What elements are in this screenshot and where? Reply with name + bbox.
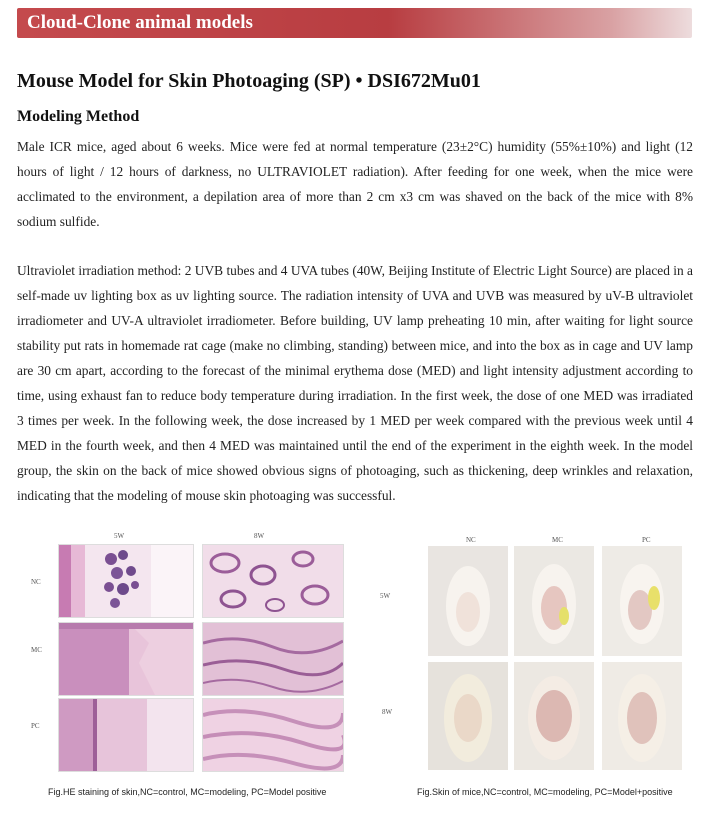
mouse-photo-mc-8w: [514, 662, 594, 770]
paragraph-animals: Male ICR mice, aged about 6 weeks. Mice were fed at normal temperature (23±2°C) humidity (55%±10%) and light (12 hours of light / 12 hours of darkness, no ULTRAVIOLET radiation). After feeding for one week, when the mice were acclimated to the environment, a depilation area of more than 2 cm x3 cm was shaved on the back of the mice with 8% sodium sulfide.: [17, 139, 693, 229]
mouse-photo-pc-8w: [602, 662, 682, 770]
header-banner: [17, 8, 692, 38]
he-image-pc-5w: [58, 698, 194, 772]
paragraph-irradiation: Ultraviolet irradiation method: 2 UVB tubes and 4 UVA tubes (40W, Beijing Institute of Electric Light Source) are placed in a self-made uv lighting box as uv lighting source. The radiation intensity of UVA and UVB was measured by uV-B ultraviolet irradiometer and UV-A ultraviolet irradiometer. Before building, UV lamp preheating 10 min, after waiting for light source stability put rats in homemade rat cage (make no climbing, standing) between mice, and into the box as in cage and UV lamp are 30 cm apart, according to the forecast of the minimal erythema dose (MED) and light intensity adjustment according to time, using exhaust fan to reduce body temperature during irradiation. In the first week, the dose of one MED was irradiated 3 times per week. In the following week, the dose increased by 1 MED per week compared with the previous week until 4 MED in the fourth week, and then 4 MED was maintained until the end of the experiment in the eighth week. In the model group, the skin on the back of mice showed obvious signs of photoaging, such as thickening, deep wrinkles and relaxation, indicating that the modeling of mouse skin photoaging was successful.: [17, 263, 693, 503]
he-image-mc-5w: [58, 622, 194, 696]
he-image-nc-8w: [202, 544, 344, 618]
he-row-label-nc: NC: [31, 578, 41, 586]
he-col-label-5w: 5W: [114, 532, 125, 540]
he-figure-caption: Fig.HE staining of skin,NC=control, MC=modeling, PC=Model positive: [48, 787, 327, 797]
he-image-nc-5w: [58, 544, 194, 618]
mice-row-label-8w: 8W: [382, 708, 393, 716]
mouse-photo-pc-5w: [602, 546, 682, 656]
banner-title: Cloud-Clone animal models: [27, 12, 253, 33]
he-staining-figure: [28, 526, 348, 786]
mouse-photo-mc-5w: [514, 546, 594, 656]
section-title: Modeling Method: [17, 108, 140, 125]
mice-row-label-5w: 5W: [380, 592, 391, 600]
mice-col-label-nc: NC: [466, 536, 476, 544]
he-row-label-mc: MC: [31, 646, 42, 654]
mouse-photo-nc-5w: [428, 546, 508, 656]
mice-figure-caption: Fig.Skin of mice,NC=control, MC=modeling, PC=Model+positive: [417, 787, 673, 797]
page-title: Mouse Model for Skin Photoaging (SP) • DSI672Mu01: [17, 70, 481, 92]
he-col-label-8w: 8W: [254, 532, 265, 540]
mice-col-label-pc: PC: [642, 536, 651, 544]
he-image-mc-8w: [202, 622, 344, 696]
mice-skin-figure: [374, 526, 704, 786]
he-image-pc-8w: [202, 698, 344, 772]
mouse-photo-nc-8w: [428, 662, 508, 770]
he-row-label-pc: PC: [31, 722, 40, 730]
mice-col-label-mc: MC: [552, 536, 563, 544]
